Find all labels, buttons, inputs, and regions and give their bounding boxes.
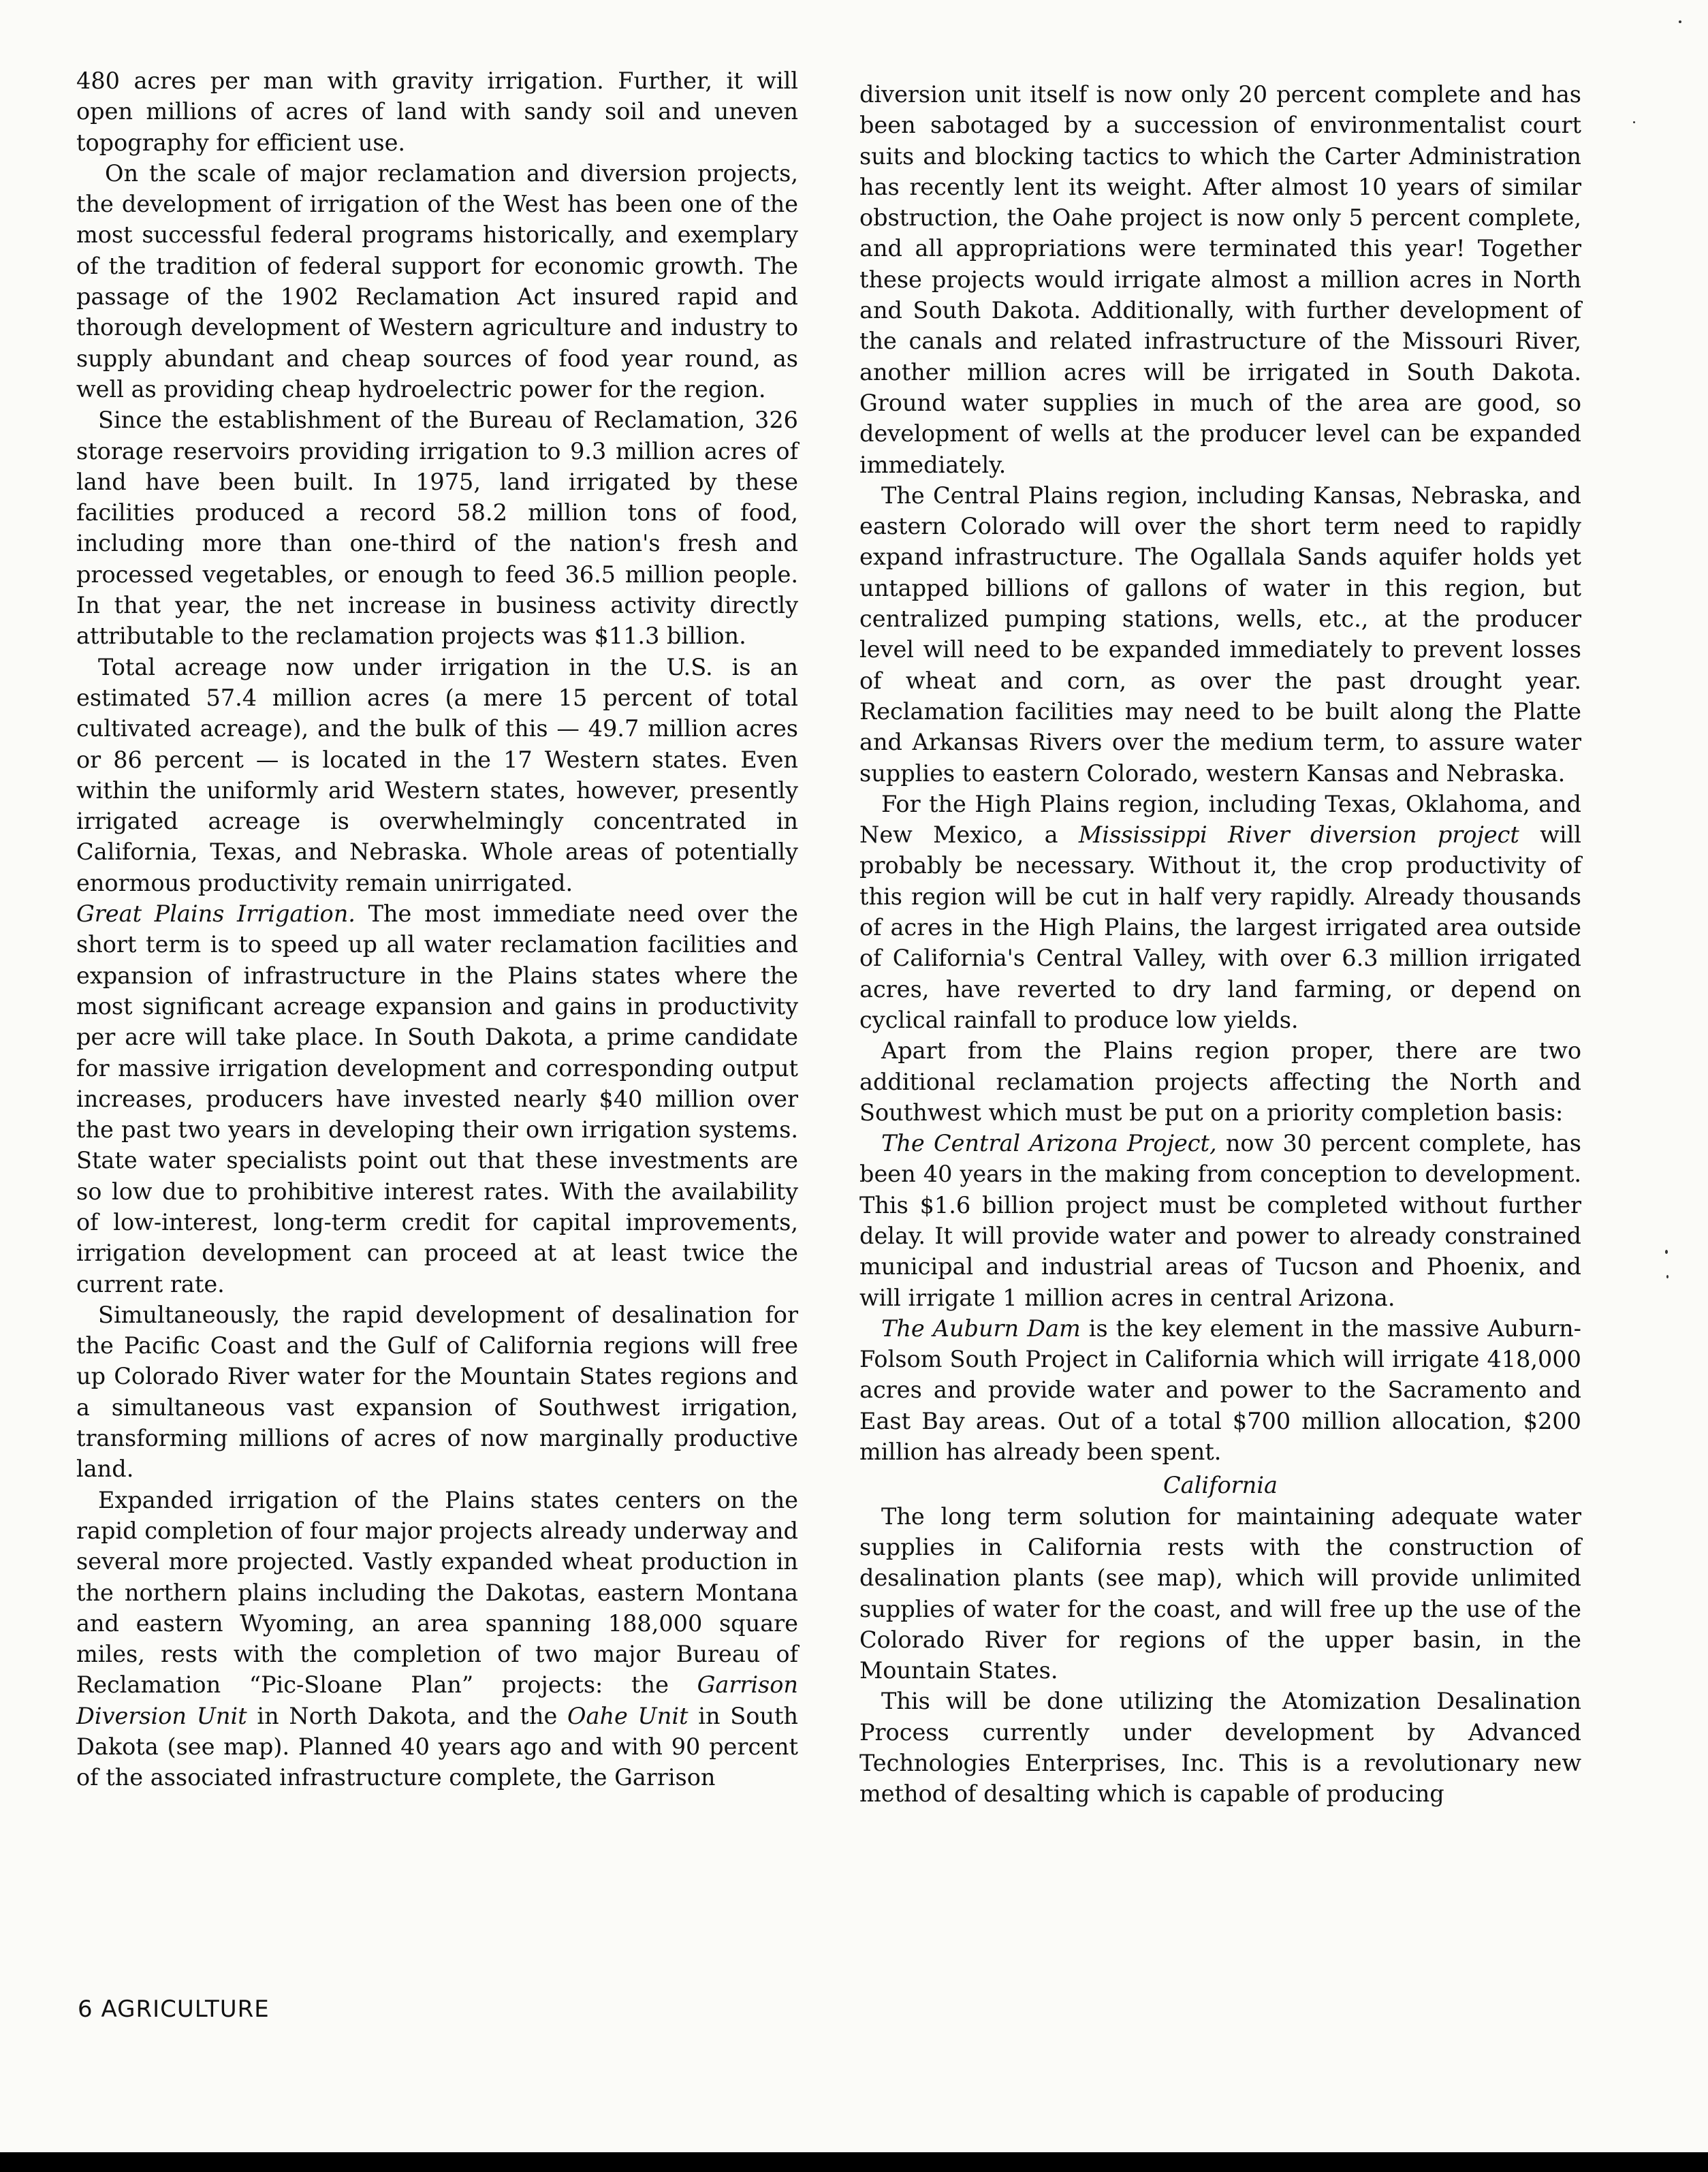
right-paragraph-3 xyxy=(859,789,1581,1035)
left-paragraph-5-text: The most immediate need over the short term is to speed up all water reclamation facilities and expansion of infrastructure in the Plains states where the most significant acreage expansion and gains in productivity per acre will take place. In South Dakota, a prime candidate for massive irrigation development and corresponding output increases, producers have invested nearly $40 million over the past two years in developing their own irrigation systems. State water specialists point out that these investments are so low due to prohibitive interest rates. With the availability of low-interest, long-term credit for capital improvements, irrigation development can proceed at at least twice the current rate. xyxy=(76,900,798,1297)
scan-speck xyxy=(1633,121,1635,123)
mississippi-diversion-term: Mississippi River diversion project xyxy=(1078,821,1519,849)
left-paragraph-4: Total acreage now under irrigation in the U.S. is an estimated 57.4 million acres (a mere 15 percent of total cultivated acreage), and the bulk of this — 49.7 million acres or 86 percent — is located in the 17 Western states. Even within the uniformly arid Western states, however, presently irrigated acreage is overwhelmingly concentrated in California, Texas, and Nebraska. Whole areas of potentially enormous productivity remain unirrigated. xyxy=(76,653,798,896)
right-paragraph-3-part-a: For the High Plains region, including Texas, Oklahoma, and New Mexico, a xyxy=(859,790,1581,849)
scan-edge-band xyxy=(0,2152,1708,2172)
right-paragraph-6-text: is the key element in the massive Auburn-Folsom South Project in California which will irrigate 418,000 acres and provide water and power to the Sacramento and East Bay areas. Out of a total $700 million allocation, $200 million has already been spent. xyxy=(859,1315,1581,1466)
left-paragraph-5 xyxy=(76,898,798,1300)
right-paragraph-5 xyxy=(859,1128,1581,1313)
auburn-dam-term: The Auburn Dam xyxy=(881,1315,1081,1342)
right-paragraph-1: diversion unit itself is now only 20 percent complete and has been sabotaged by a succession of environmentalist court suits and blocking tactics to which the Carter Administration has recently lent its weight. After almost 10 years of similar obstruction, the Oahe project is now only 5 percent complete, and all appropriations were terminated this year! Together these projects would irrigate almost a million acres in North and South Dakota. Additionally, with further development of the canals and related infrastructure of the Missouri River, another million acres will be irrigated in South Dakota. Ground water supplies in much of the area are good, so development of wells at the producer level can be expanded immediately. xyxy=(859,81,1581,478)
left-paragraph-1: 480 acres per man with gravity irrigation. Further, it will open millions of acres of land with sandy soil and uneven topography for efficient use. xyxy=(76,67,798,156)
right-paragraph-6 xyxy=(859,1313,1581,1467)
section-lead-great-plains: Great Plains Irrigation. xyxy=(76,900,355,928)
left-paragraph-2: On the scale of major reclamation and diversion projects, the development of irrigation of the West has been one of the most successful federal programs historically, and exemplary of the tradition of federal support for economic growth. The passage of the 1902 Reclamation Act insured rapid and thorough development of Western agriculture and industry to supply abundant and cheap sources of food year round, as well as providing cheap hydroelectric power for the region. xyxy=(76,159,798,403)
section-heading-california: California xyxy=(1163,1472,1278,1499)
central-arizona-project-term: The Central Arizona Project, xyxy=(881,1130,1217,1157)
left-column xyxy=(76,65,798,1793)
garrison-diversion-unit-term: Garrison Diversion Unit xyxy=(76,1671,798,1729)
left-paragraph-3: Since the establishment of the Bureau of Reclamation, 326 storage reservoirs providing irrigation to 9.3 million acres of land have been built. In 1975, land irrigated by these facilities produced a record 58.2 million tons of food, including more than one-third of the nation's fresh and processed vegetables, or enough to feed 36.5 million people. In that year, the net increase in business activity directly attributable to the reclamation projects was $11.3 billion. xyxy=(76,407,798,650)
scan-speck xyxy=(1665,1250,1668,1254)
right-paragraph-2: The Central Plains region, including Kansas, Nebraska, and eastern Colorado will over the short term need to rapidly expand infrastructure. The Ogallala Sands aquifer holds yet untapped billions of gallons of water in this region, but centralized pumping stations, wells, etc., at the producer level will need to be expanded immediately to prevent losses of wheat and corn, as over the past drought year. Reclamation facilities may need to be built along the Platte and Arkansas Rivers over the medium term, to assure water supplies to eastern Colorado, western Kansas and Nebraska. xyxy=(859,482,1581,787)
right-paragraph-5-text: now 30 percent complete, has been 40 years in the making from conception to development. This $1.6 billion project must be completed without further delay. It will provide water and power to already constrained municipal and industrial areas of Tucson and Phoenix, and will irrigate 1 million acres in central Arizona. xyxy=(859,1130,1581,1311)
right-paragraph-4: Apart from the Plains region proper, there are two additional reclamation projects affecting the North and Southwest which must be put on a priority completion basis: xyxy=(859,1037,1581,1126)
right-paragraph-7: The long term solution for maintaining adequate water supplies in California rests with the construction of desalination plants (see map), which will provide unlimited supplies of water for the coast, and will free up the use of the Colorado River for regions of the upper basin, in the Mountain States. xyxy=(859,1502,1581,1684)
left-paragraph-7-part-c: in South Dakota (see map). Planned 40 years ago and with 90 percent of the associated infrastructure complete, the Garrison xyxy=(76,1702,799,1791)
left-paragraph-7-part-b: in North Dakota, and the xyxy=(247,1702,568,1729)
left-paragraph-7 xyxy=(76,1485,798,1793)
right-paragraph-8: This will be done utilizing the Atomization Desalination Process currently under development by Advanced Technologies Enterprises, Inc. This is a revolutionary new method of desalting which is capable of producing xyxy=(859,1688,1581,1808)
left-paragraph-7-part-a: Expanded irrigation of the Plains states centers on the rapid completion of four major projects already underway and several more projected. Vastly expanded wheat production in the northern plains including the Dakotas, eastern Montana and eastern Wyoming, an area spanning 188,000 square miles, rests with the completion of two major Bureau of Reclamation “Pic-Sloane Plan” projects: the xyxy=(76,1486,798,1699)
page-footer: 6 AGRICULTURE xyxy=(78,1996,270,2023)
scan-speck xyxy=(1666,1275,1669,1278)
scan-speck xyxy=(1679,20,1681,23)
oahe-unit-term: Oahe Unit xyxy=(567,1702,689,1729)
left-paragraph-6: Simultaneously, the rapid development of desalination for the Pacific Coast and the Gulf of California regions will free up Colorado River water for the Mountain States regions and a simultaneous vast expansion of Southwest irrigation, transforming millions of acres of now marginally productive land. xyxy=(76,1301,798,1483)
right-column xyxy=(859,79,1581,1810)
right-paragraph-3-part-b: will probably be necessary. Without it, the crop productivity of this region will be cut in half very rapidly. Already thousands of acres in the High Plains, the largest irrigated area outside of California's Central Valley, with over 6.3 million irrigated acres, have reverted to dry land farming, or depend on cyclical rainfall to produce low yields. xyxy=(859,821,1581,1033)
